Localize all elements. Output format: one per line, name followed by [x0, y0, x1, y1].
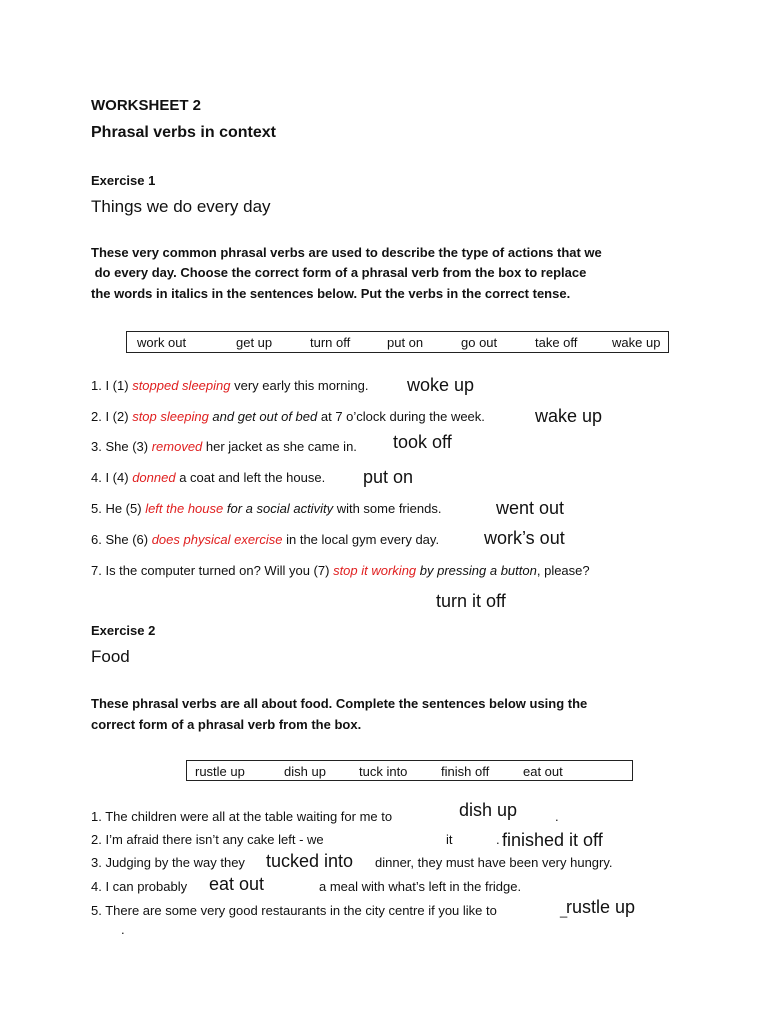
word-box-item: eat out	[523, 764, 563, 779]
sentence-continuation: dinner, they must have been very hungry.	[375, 855, 613, 870]
sentence-end-punctuation: .	[496, 832, 500, 847]
exercise-1-title: Things we do every day	[91, 197, 271, 216]
handwritten-answer: put on	[363, 467, 414, 487]
sentence-prefix: 2. I (2)	[91, 409, 133, 424]
word-box-item: get up	[236, 335, 273, 350]
exercise-1-label: Exercise 1	[91, 173, 156, 188]
exercise-1-sentence	[91, 501, 441, 516]
word-box-item: rustle up	[195, 764, 245, 779]
word-box-exercise-1	[126, 331, 669, 353]
word-box-item: wake up	[612, 335, 661, 350]
exercise-2-title: Food	[91, 647, 130, 666]
exercise-1-sentence	[91, 532, 439, 547]
sentence-suffix: with some friends.	[333, 501, 442, 516]
sentence-italic-extra: and get out of bed	[208, 409, 318, 424]
worksheet-subtitle: Phrasal verbs in context	[91, 124, 276, 141]
word-box-item: dish up	[284, 764, 326, 779]
sentence-italic-phrase: stopped sleeping	[132, 378, 231, 393]
exercise-1-sentence	[91, 378, 369, 393]
exercise-1-instruction-line: do every day. Choose the correct form of a phrasal verb from the box to replace	[91, 265, 587, 280]
sentence-prefix: 7. Is the computer turned on? Will you (7)	[91, 563, 334, 578]
exercise-1-sentence	[91, 470, 325, 485]
word-box-exercise-2	[186, 760, 633, 781]
word-box-item: take off	[535, 335, 578, 350]
sentence-italic-extra: for a social activity	[223, 501, 334, 516]
word-box-item: turn off	[310, 335, 351, 350]
sentence-italic-phrase: donned	[132, 470, 176, 485]
sentence-italic-phrase: removed	[151, 439, 203, 454]
handwritten-answer: tucked into	[266, 851, 354, 871]
sentence-suffix: her jacket as she came in.	[202, 439, 357, 454]
exercise-1-instruction-line: These very common phrasal verbs are used to describe the type of actions that we	[91, 245, 602, 260]
exercise-2-sentence: 3. Judging by the way they	[91, 855, 245, 870]
exercise-2-instruction-line: correct form of a phrasal verb from the box.	[91, 717, 362, 732]
sentence-suffix: , please?	[536, 563, 590, 578]
word-box-item: go out	[461, 335, 498, 350]
handwritten-answer: went out	[496, 498, 565, 518]
sentence-italic-phrase: does physical exercise	[151, 532, 283, 547]
exercise-1-instruction-line: the words in italics in the sentences below. Put the verbs in the correct tense.	[91, 286, 571, 301]
sentence-suffix: at 7 o’clock during the week.	[317, 409, 485, 424]
exercise-1-sentence	[91, 439, 357, 454]
exercise-2-sentence: 2. I’m afraid there isn’t any cake left - we	[91, 832, 324, 847]
handwritten-answer: took off	[393, 432, 452, 452]
handwritten-answer: finished it off	[502, 830, 603, 850]
handwritten-answer: work’s out	[484, 528, 565, 548]
handwritten-answer: rustle up	[566, 897, 636, 917]
sentence-suffix: very early this morning.	[230, 378, 369, 393]
sentence-italic-extra: by pressing a button	[416, 563, 537, 578]
sentence-end-punctuation: .	[555, 809, 559, 824]
sentence-suffix: a coat and left the house.	[175, 470, 326, 485]
sentence-prefix: 6. She (6)	[91, 532, 152, 547]
answer-blank: _	[560, 903, 568, 918]
sentence-end-punctuation: .	[121, 922, 125, 937]
handwritten-answer: wake up	[535, 406, 603, 426]
handwritten-answer: woke up	[407, 375, 475, 395]
exercise-2-sentence: 1. The children were all at the table waiting for me to	[91, 809, 393, 824]
sentence-prefix: 3. She (3)	[91, 439, 152, 454]
sentence-mid-word: it	[446, 832, 453, 847]
sentence-italic-phrase: left the house	[145, 501, 224, 516]
exercise-2-sentence: 4. I can probably	[91, 879, 188, 894]
exercise-1-sentence	[91, 563, 590, 578]
word-box-item: finish off	[441, 764, 490, 779]
word-box-item: put on	[387, 335, 424, 350]
exercise-1-sentence	[91, 409, 485, 424]
sentence-suffix: in the local gym every day.	[282, 532, 440, 547]
sentence-prefix: 5. He (5)	[91, 501, 146, 516]
sentence-prefix: 1. I (1)	[91, 378, 133, 393]
worksheet-title: WORKSHEET 2	[91, 97, 202, 114]
handwritten-answer: eat out	[209, 874, 265, 894]
word-box-item: work out	[137, 335, 187, 350]
word-box-item: tuck into	[359, 764, 408, 779]
exercise-2-label: Exercise 2	[91, 623, 156, 638]
sentence-italic-phrase: stop sleeping	[132, 409, 209, 424]
handwritten-answer: turn it off	[436, 591, 506, 611]
sentence-continuation: a meal with what’s left in the fridge.	[319, 879, 522, 894]
exercise-2-sentence: 5. There are some very good restaurants in the city centre if you like to	[91, 903, 497, 918]
sentence-prefix: 4. I (4)	[91, 470, 133, 485]
sentence-italic-phrase: stop it working	[333, 563, 417, 578]
exercise-2-instruction-line: These phrasal verbs are all about food. Complete the sentences below using the	[91, 696, 588, 711]
handwritten-answer: dish up	[459, 800, 518, 820]
